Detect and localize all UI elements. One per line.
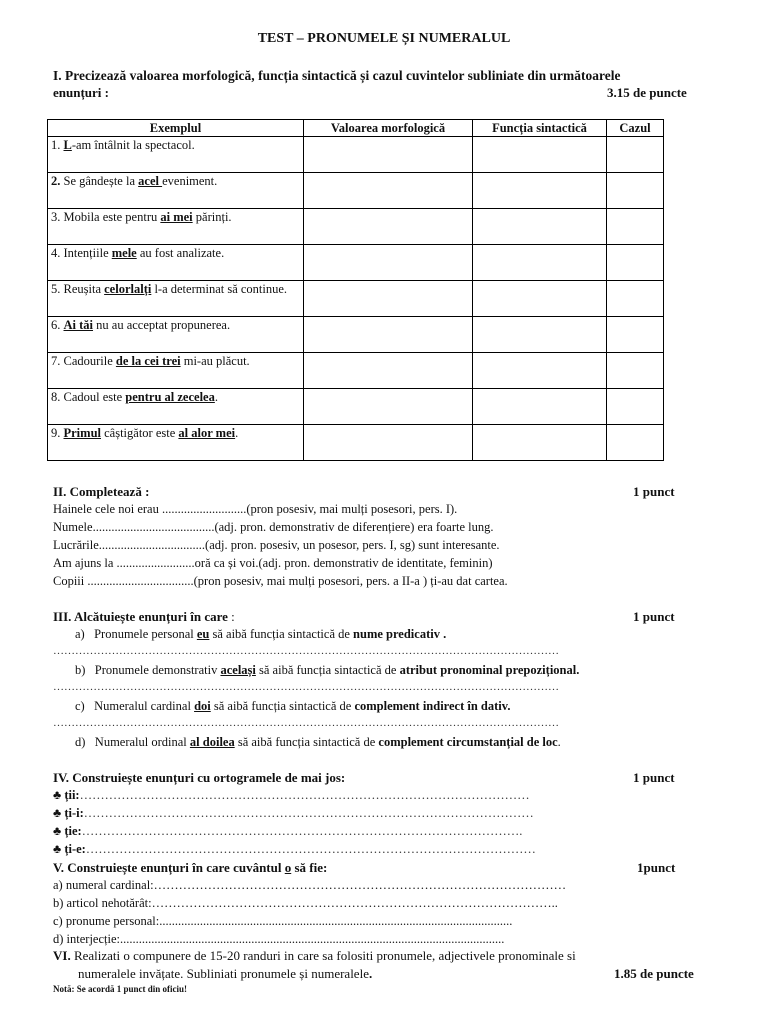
task-letter: b) bbox=[75, 663, 86, 677]
answer-cell[interactable] bbox=[304, 281, 473, 317]
underlined-word: eu bbox=[196, 627, 210, 641]
section-6-label: VI. bbox=[53, 948, 71, 963]
section-5-title-text: să fie: bbox=[291, 860, 328, 875]
task-letter: a) bbox=[75, 627, 85, 641]
orthogram-line[interactable] bbox=[53, 788, 530, 803]
task-text: să aibă funcția sintactică de bbox=[210, 699, 355, 713]
task-text: să aibă funcția sintactică de bbox=[209, 627, 354, 641]
example-cell bbox=[48, 137, 304, 173]
example-text: Cadoul este bbox=[63, 390, 126, 404]
answer-cell[interactable] bbox=[473, 137, 607, 173]
example-cell bbox=[48, 281, 304, 317]
answer-cell[interactable] bbox=[473, 209, 607, 245]
example-cell bbox=[48, 389, 304, 425]
section-6-text: numeralele invățate. Subliniati pronumele și numeralele bbox=[78, 966, 369, 981]
header-case: Cazul bbox=[607, 120, 664, 137]
underlined-word: o bbox=[284, 860, 292, 875]
row-number: 4. bbox=[51, 246, 64, 260]
task-item bbox=[75, 663, 579, 678]
task-text: Pronumele demonstrativ bbox=[94, 663, 221, 677]
section-4-title: IV. Construiește enunțuri cu ortogramele de mai jos: bbox=[53, 770, 346, 785]
underlined-word: L bbox=[63, 138, 72, 152]
answer-cell[interactable] bbox=[473, 353, 607, 389]
header-example: Exemplul bbox=[48, 120, 304, 137]
completion-line: Numele.......................................(adj. pron. demonstrativ de diferențiere) era foarte lung. bbox=[53, 520, 494, 534]
exercise-table bbox=[47, 119, 664, 461]
table-row bbox=[48, 389, 664, 425]
example-text: mi-au plăcut. bbox=[180, 354, 250, 368]
table-row bbox=[48, 353, 664, 389]
orthogram-label: ♣ ții: bbox=[53, 788, 80, 802]
row-number: 8. bbox=[51, 390, 64, 404]
completion-line: Hainele cele noi erau ...........................(pron posesiv, mai mulți posesori, pers. I). bbox=[53, 502, 458, 516]
completion-line: Lucrările..................................(adj. pron. posesiv, un posesor, pers. I, sg) sunt interesante. bbox=[53, 538, 500, 552]
row-number: 6. bbox=[51, 318, 64, 332]
answer-dots: ……………………………………………………………………………………………… bbox=[85, 842, 536, 856]
example-text: Se gândește la bbox=[63, 174, 139, 188]
underlined-word: al doilea bbox=[189, 735, 235, 749]
example-text: Reușita bbox=[63, 282, 105, 296]
answer-cell[interactable] bbox=[473, 425, 607, 461]
task-text: să aibă funcția sintactică de bbox=[255, 663, 400, 677]
table-row bbox=[48, 173, 664, 209]
completion-line: Am ajuns la .........................oră ca și voi.(adj. pron. demonstrativ de identitate, feminin) bbox=[53, 556, 493, 570]
task-function: atribut pronominal prepozițional. bbox=[399, 663, 580, 677]
example-cell bbox=[48, 353, 304, 389]
underlined-word: doi bbox=[194, 699, 211, 713]
answer-cell[interactable] bbox=[304, 173, 473, 209]
section-5-title bbox=[53, 860, 327, 876]
answer-cell[interactable] bbox=[607, 353, 664, 389]
orthogram-label: ♣ ți-e: bbox=[53, 842, 86, 856]
answer-cell[interactable] bbox=[473, 281, 607, 317]
word-usage-line[interactable]: d) interjecție:........................................................................................................................... bbox=[53, 932, 505, 946]
example-text: Intențiile bbox=[63, 246, 112, 260]
example-cell bbox=[48, 209, 304, 245]
answer-dots: ……………………………………………………………………………………………. bbox=[81, 824, 523, 838]
answer-cell[interactable] bbox=[473, 389, 607, 425]
row-number: 9. bbox=[51, 426, 64, 440]
section-2-title: II. Completează : bbox=[53, 484, 150, 499]
answer-cell[interactable] bbox=[304, 209, 473, 245]
answer-cell[interactable] bbox=[607, 209, 664, 245]
task-text: . bbox=[557, 735, 561, 749]
section-6-points: 1.85 de puncte bbox=[614, 966, 694, 981]
example-text: l-a determinat să continue. bbox=[151, 282, 288, 296]
row-number: 3. bbox=[51, 210, 64, 224]
word-usage-line[interactable]: a) numeral cardinal:……………………………………………………………………………………… bbox=[53, 878, 567, 892]
task-item bbox=[75, 735, 561, 750]
example-text: -am întâlnit la spectacol. bbox=[71, 138, 195, 152]
answer-cell[interactable] bbox=[607, 137, 664, 173]
section-5-title-text: V. Construiește enunțuri în care cuvântul bbox=[53, 860, 285, 875]
answer-cell[interactable] bbox=[473, 173, 607, 209]
section-6-text: Realizati o compunere de 15-20 randuri in care sa folositi pronumele, adjectivele pronominale si bbox=[70, 948, 576, 963]
section-3-title bbox=[53, 609, 235, 625]
header-syntactic-function: Funcția sintactică bbox=[473, 120, 607, 137]
underlined-word: pentru al zecelea bbox=[125, 390, 215, 404]
example-text: . bbox=[214, 390, 218, 404]
answer-line[interactable]: ………………………………………………………………………………………………………………………… bbox=[53, 645, 559, 657]
row-number: 2. bbox=[51, 174, 64, 188]
word-usage-line[interactable]: b) articol nehotărât:…………………………………………………………………………………….. bbox=[53, 896, 558, 910]
section-2-points: 1 punct bbox=[633, 484, 675, 499]
task-item bbox=[75, 699, 510, 714]
task-function: complement circumstanțial de loc bbox=[378, 735, 558, 749]
section-6-line2 bbox=[78, 966, 372, 982]
table-row bbox=[48, 245, 664, 281]
example-text: nu au acceptat propunerea. bbox=[93, 318, 231, 332]
orthogram-line[interactable] bbox=[53, 842, 536, 857]
section-5-points: 1punct bbox=[637, 860, 676, 875]
answer-cell[interactable] bbox=[607, 245, 664, 281]
underlined-word: același bbox=[220, 663, 256, 677]
section-6-dot: . bbox=[368, 966, 373, 981]
answer-cell[interactable] bbox=[607, 281, 664, 317]
orthogram-label: ♣ ție: bbox=[53, 824, 82, 838]
row-number: 5. bbox=[51, 282, 64, 296]
example-text: . bbox=[235, 426, 239, 440]
section-3-points: 1 punct bbox=[633, 609, 675, 624]
example-text: părinți. bbox=[192, 210, 232, 224]
task-function: nume predicativ . bbox=[353, 627, 447, 641]
table-row bbox=[48, 137, 664, 173]
word-usage-line[interactable]: c) pronume personal:................................................................................................................. bbox=[53, 914, 513, 928]
section-4-points: 1 punct bbox=[633, 770, 675, 785]
section-1-points: 3.15 de puncte bbox=[607, 85, 687, 100]
answer-line[interactable]: ………………………………………………………………………………………………………………………… bbox=[53, 681, 559, 693]
answer-cell[interactable] bbox=[473, 317, 607, 353]
section-3-title-colon: : bbox=[227, 609, 235, 624]
answer-cell[interactable] bbox=[304, 353, 473, 389]
underlined-word: ai mei bbox=[160, 210, 193, 224]
table-row bbox=[48, 317, 664, 353]
task-text: Pronumele personal bbox=[94, 627, 197, 641]
answer-cell[interactable] bbox=[607, 173, 664, 209]
task-text: Numeralul ordinal bbox=[94, 735, 190, 749]
task-function: complement indirect în dativ. bbox=[354, 699, 511, 713]
underlined-word: celorlalți bbox=[104, 282, 152, 296]
answer-dots: ……………………………………………………………………………………………… bbox=[79, 788, 530, 802]
answer-line[interactable]: ………………………………………………………………………………………………………………………… bbox=[53, 717, 559, 729]
task-text: Numeralul cardinal bbox=[94, 699, 195, 713]
underlined-word: al alor mei bbox=[178, 426, 236, 440]
answer-cell[interactable] bbox=[304, 245, 473, 281]
example-cell bbox=[48, 173, 304, 209]
task-letter: c) bbox=[75, 699, 85, 713]
example-cell bbox=[48, 245, 304, 281]
orthogram-line[interactable] bbox=[53, 824, 522, 839]
task-letter: d) bbox=[75, 735, 86, 749]
underlined-word: acel bbox=[138, 174, 163, 188]
answer-cell[interactable] bbox=[607, 317, 664, 353]
section-3-title-text: III. Alcătuiește enunțuri în care bbox=[53, 609, 228, 624]
table-row bbox=[48, 209, 664, 245]
footer-note: Notă: Se acordă 1 punct din oficiu! bbox=[53, 984, 188, 994]
answer-cell[interactable] bbox=[304, 425, 473, 461]
example-text: au fost analizate. bbox=[136, 246, 225, 260]
answer-cell[interactable] bbox=[607, 425, 664, 461]
row-number: 7. bbox=[51, 354, 64, 368]
answer-cell[interactable] bbox=[304, 389, 473, 425]
answer-dots: ……………………………………………………………………………………………… bbox=[83, 806, 534, 820]
section-6-line1 bbox=[53, 948, 576, 964]
example-text: eveniment. bbox=[162, 174, 218, 188]
underlined-word: Primul bbox=[63, 426, 101, 440]
header-morphological-value: Valoarea morfologică bbox=[304, 120, 473, 137]
answer-cell[interactable] bbox=[473, 245, 607, 281]
section-1-instruction-cont: enunțuri : bbox=[53, 85, 109, 100]
example-text: Cadourile bbox=[63, 354, 116, 368]
underlined-word: mele bbox=[111, 246, 137, 260]
orthogram-line[interactable] bbox=[53, 806, 534, 821]
task-item bbox=[75, 627, 446, 642]
example-cell bbox=[48, 317, 304, 353]
answer-cell[interactable] bbox=[607, 389, 664, 425]
answer-cell[interactable] bbox=[304, 137, 473, 173]
completion-line: Copiii ..................................(pron posesiv, mai mulți posesori, pers. a II-a ) ți-au dat cartea. bbox=[53, 574, 508, 588]
orthogram-label: ♣ ți-i: bbox=[53, 806, 84, 820]
page-title: TEST – PRONUMELE ȘI NUMERALUL bbox=[257, 31, 511, 46]
task-text: să aibă funcția sintactică de bbox=[234, 735, 379, 749]
example-cell bbox=[48, 425, 304, 461]
underlined-word: Ai tăi bbox=[63, 318, 94, 332]
table-header-row bbox=[48, 120, 664, 137]
table-row bbox=[48, 425, 664, 461]
answer-cell[interactable] bbox=[304, 317, 473, 353]
row-number: 1. bbox=[51, 138, 64, 152]
example-text: câștigător este bbox=[101, 426, 179, 440]
section-1-instruction: I. Precizează valoarea morfologică, funcția sintactică și cazul cuvintelor subliniate din următoarele bbox=[53, 68, 621, 83]
example-text: Mobila este pentru bbox=[63, 210, 161, 224]
table-row bbox=[48, 281, 664, 317]
underlined-word: de la cei trei bbox=[115, 354, 181, 368]
